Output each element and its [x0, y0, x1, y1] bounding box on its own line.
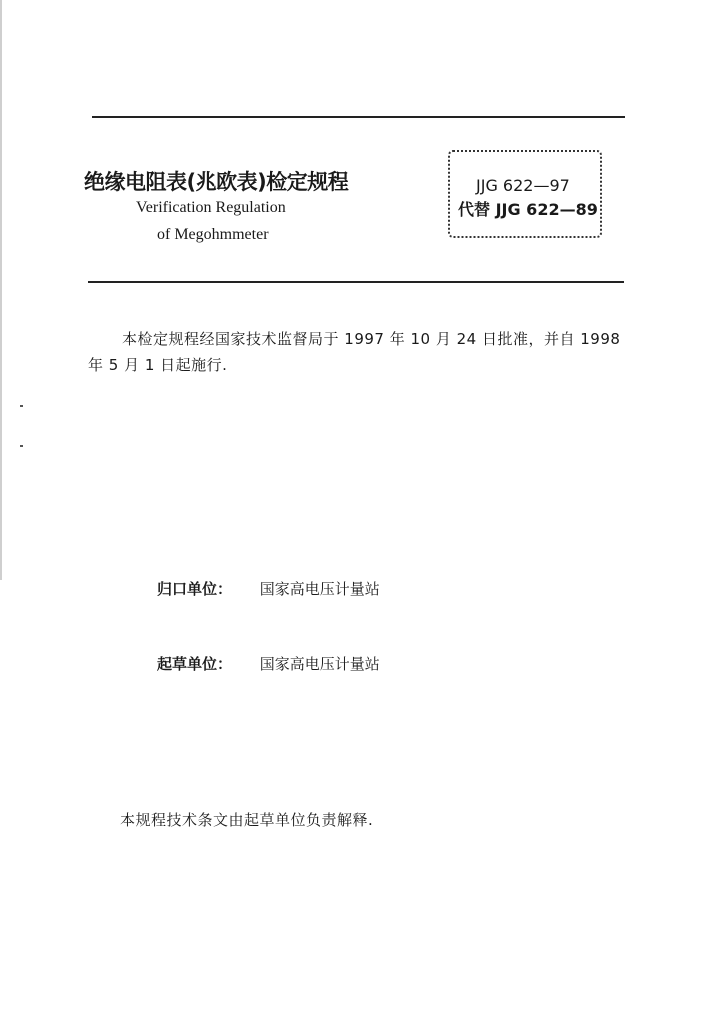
header-top-rule	[92, 116, 625, 118]
drafting-unit-value: 国家高电压计量站	[259, 655, 380, 673]
drafting-unit-label: 起草单位：	[157, 655, 233, 673]
interpretation-statement: 本规程技术条文由起草单位负责解释.	[120, 811, 374, 829]
scan-edge-shadow	[0, 0, 2, 580]
responsible-unit-label: 归口单位：	[157, 580, 233, 598]
regulation-code-box	[448, 150, 602, 238]
responsible-unit-value: 国家高电压计量站	[259, 580, 380, 598]
scan-speck	[20, 405, 23, 407]
drafting-unit-row	[157, 653, 380, 674]
header-bottom-rule	[88, 281, 624, 283]
document-title-chinese: 绝缘电阻表(兆欧表)检定规程	[84, 170, 349, 194]
scan-speck	[20, 445, 23, 447]
approval-statement: 本检定规程经国家技术监督局于 1997 年 10 月 24 日批准，并自 1998 年 5 月 1 日起施行.	[88, 330, 621, 374]
responsible-unit-row	[157, 578, 380, 599]
document-title-english-line1: Verification Regulation	[136, 199, 286, 216]
regulation-code: JJG 622—97	[476, 176, 570, 195]
replaced-regulation-code: 代替 JJG 622—89	[458, 200, 598, 219]
document-title-english-line2: of Megohmmeter	[157, 226, 269, 243]
